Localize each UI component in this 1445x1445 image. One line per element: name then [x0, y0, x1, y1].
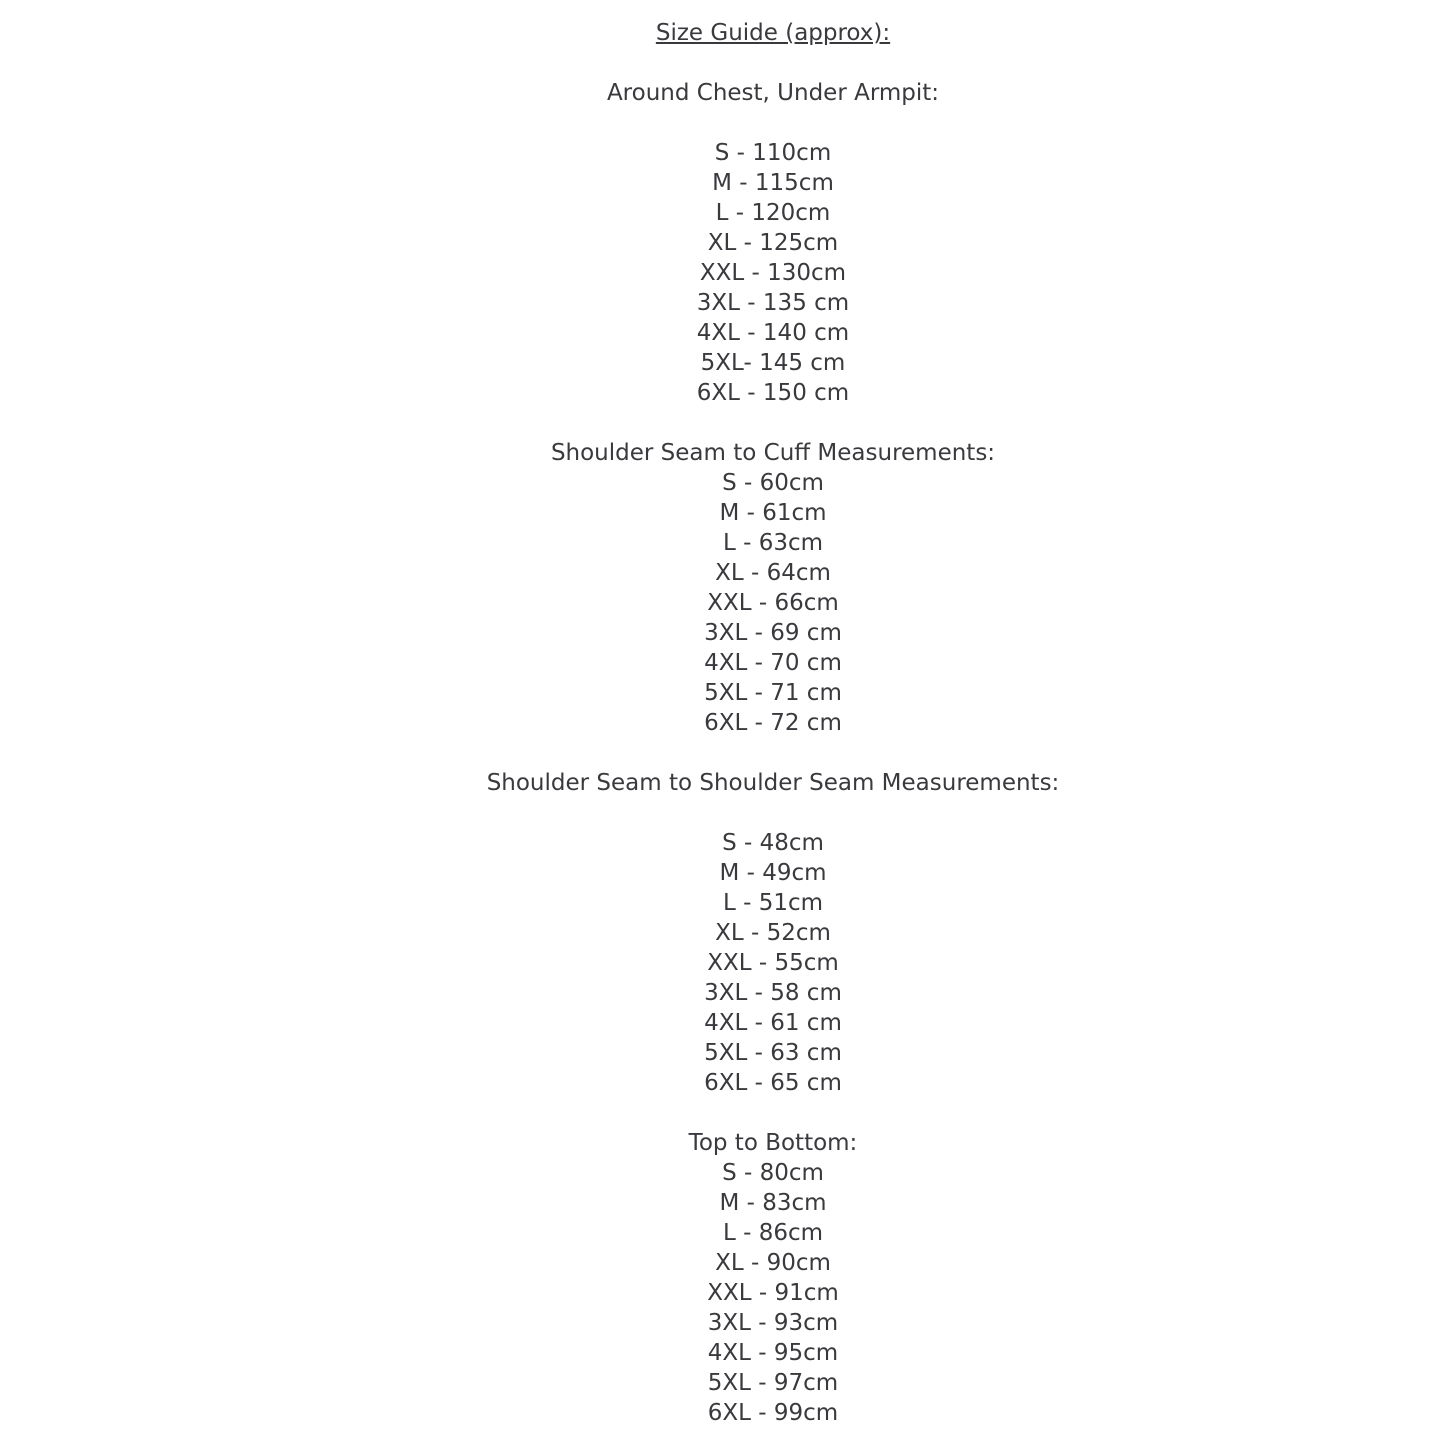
- size-section: [101, 768, 1445, 1098]
- size-row: XXL - 55cm: [707, 950, 839, 976]
- size-row: 4XL - 61 cm: [704, 1010, 842, 1036]
- size-row: L - 86cm: [722, 1220, 824, 1246]
- section-heading: Shoulder Seam to Shoulder Seam Measurements:: [486, 770, 1060, 796]
- sections-container: [101, 78, 1445, 1428]
- size-row: XL - 52cm: [715, 920, 831, 946]
- section-heading: Around Chest, Under Armpit:: [606, 80, 940, 106]
- size-row: L - 120cm: [715, 200, 831, 226]
- size-row: 3XL - 93cm: [707, 1310, 839, 1336]
- size-row: 3XL - 58 cm: [704, 980, 842, 1006]
- size-row: XXL - 91cm: [707, 1280, 839, 1306]
- size-row: M - 49cm: [719, 860, 827, 886]
- size-row: 5XL- 145 cm: [700, 350, 846, 376]
- size-row: 4XL - 95cm: [707, 1340, 839, 1366]
- size-section: [101, 438, 1445, 738]
- section-heading: Shoulder Seam to Cuff Measurements:: [550, 440, 996, 466]
- size-row: L - 63cm: [722, 530, 824, 556]
- page-title: Size Guide (approx):: [655, 20, 891, 46]
- section-heading: Top to Bottom:: [688, 1130, 858, 1156]
- size-section: [101, 78, 1445, 408]
- size-row: 5XL - 97cm: [707, 1370, 839, 1396]
- size-row: 3XL - 69 cm: [704, 620, 842, 646]
- size-row: 4XL - 70 cm: [704, 650, 842, 676]
- size-row: XXL - 66cm: [707, 590, 839, 616]
- size-row: L - 51cm: [722, 890, 824, 916]
- size-row: 5XL - 63 cm: [704, 1040, 842, 1066]
- size-row: 3XL - 135 cm: [696, 290, 850, 316]
- size-section: [101, 1128, 1445, 1428]
- size-row: XL - 125cm: [707, 230, 839, 256]
- text-column: [101, 18, 1445, 1428]
- size-row: M - 115cm: [712, 170, 834, 196]
- size-row: XXL - 130cm: [699, 260, 847, 286]
- size-row: 6XL - 99cm: [707, 1400, 839, 1426]
- size-row: 6XL - 72 cm: [704, 710, 842, 736]
- size-row: 6XL - 65 cm: [704, 1070, 842, 1096]
- size-row: S - 60cm: [722, 470, 824, 496]
- size-row: XL - 64cm: [715, 560, 831, 586]
- size-row: S - 110cm: [714, 140, 832, 166]
- size-row: XL - 90cm: [715, 1250, 831, 1276]
- size-row: S - 48cm: [722, 830, 824, 856]
- size-row: 6XL - 150 cm: [696, 380, 850, 406]
- size-row: M - 83cm: [719, 1190, 827, 1216]
- size-row: S - 80cm: [722, 1160, 824, 1186]
- size-row: M - 61cm: [719, 500, 827, 526]
- size-row: 4XL - 140 cm: [696, 320, 850, 346]
- size-row: 5XL - 71 cm: [704, 680, 842, 706]
